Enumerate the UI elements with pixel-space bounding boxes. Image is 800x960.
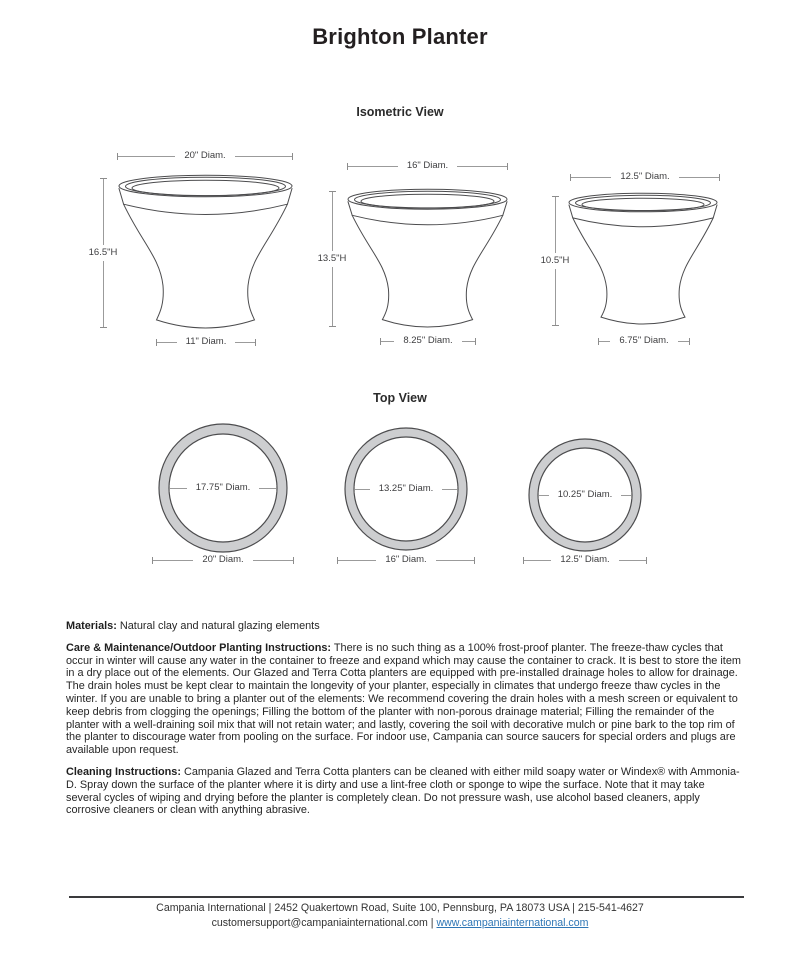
dim-line [103, 261, 104, 327]
dim-line [436, 560, 474, 561]
planter3-bottom-diameter-dim [598, 335, 690, 347]
isometric-view-heading: Isometric View [356, 105, 444, 119]
dim-tick [507, 163, 508, 170]
care-text: There is no such thing as a 100% frost-proof planter. The freeze-thaw cycles that occur in winter will cause any water in the container to freeze and expand which may cause the container to crack. It is best to store the item in a dry place out of the elements. Our Glazed and Terra Cotta planters are equipped with pre-installed drainage holes to allow for drainage. The drain holes must be kept clear to maintain the longevity of your planter, especially in climates that undergo freeze thaw cycles in the winter. If you are unable to bring a planter out of the elements: We recommend covering the drain holes with a mesh screen or equivalent to keep debris from clogging the openings; Filling the bottom of the planter with non-porous drainage material; Filling the remainder of the planter with a well-draining soil mix that will not retain water; and lastly, covering the soil with decorative mulch or pine bark to the top rim of the planter to discourage water from pooling on the surface. For indoor use, Campania can source saucers for special orders and plugs are available upon request. [66, 641, 741, 757]
footer-separator: | [430, 917, 434, 929]
planter1-bottom-diameter-dim [156, 336, 256, 348]
materials-text: Natural clay and natural glazing elements [119, 620, 320, 632]
dim-line [679, 177, 719, 178]
dim-line [235, 342, 255, 343]
dim-line [348, 166, 398, 167]
dim-line [678, 341, 689, 342]
dim-line [457, 166, 507, 167]
top-view-heading: Top View [373, 391, 427, 405]
dim-label: 20" Diam. [184, 150, 226, 162]
ring1-outer-diameter-dim [152, 554, 294, 566]
dim-tick [631, 492, 632, 499]
dim-line [539, 495, 549, 496]
planter2-top-diameter-dim [347, 160, 508, 172]
dim-line [332, 267, 333, 326]
dim-tick [474, 557, 475, 564]
ring1-inner-diameter-dim [169, 482, 277, 494]
dim-label: 13.5"H [317, 253, 347, 265]
dim-line [235, 156, 292, 157]
dim-line [332, 192, 333, 251]
cleaning-label: Cleaning Instructions: [66, 765, 181, 778]
dim-tick [100, 327, 107, 328]
dim-line [555, 269, 556, 325]
dim-tick [689, 338, 690, 345]
dim-tick [293, 557, 294, 564]
care-label: Care & Maintenance/Outdoor Planting Instructions: [66, 641, 332, 654]
dim-label: 17.75" Diam. [195, 482, 251, 494]
dim-label: 10.5"H [540, 255, 570, 267]
dim-label: 12.5" Diam. [620, 171, 670, 183]
dim-label: 13.25" Diam. [378, 483, 434, 495]
dim-tick [276, 485, 277, 492]
dim-tick [292, 153, 293, 160]
footer-divider [69, 896, 744, 898]
cleaning-paragraph [66, 766, 742, 817]
dim-line [442, 489, 457, 490]
details-section [66, 620, 742, 826]
ring3-inner-diameter-dim [538, 489, 632, 501]
planter2-bottom-diameter-dim [380, 335, 476, 347]
dim-tick [457, 486, 458, 493]
footer-address-line: Campania International | 2452 Quakertown Road, Suite 100, Pennsburg, PA 18073 USA | 215-541-4627 [156, 902, 644, 914]
dim-label: 16.5"H [88, 247, 118, 259]
dim-label: 12.5" Diam. [560, 554, 610, 566]
dim-line [555, 197, 556, 253]
page-title: Brighton Planter [312, 24, 488, 49]
footer-email: customersupport@campaniainternational.com [211, 917, 428, 929]
dim-label: 10.25" Diam. [557, 489, 613, 501]
planter3-top-diameter-dim [570, 171, 720, 183]
dim-line [253, 560, 293, 561]
dim-line [621, 495, 631, 496]
dim-line [355, 489, 370, 490]
ring2-inner-diameter-dim [354, 483, 458, 495]
dim-line [157, 342, 177, 343]
dim-line [524, 560, 551, 561]
dim-line [118, 156, 175, 157]
care-paragraph [66, 642, 742, 757]
footer-website-link[interactable]: www.campaniainternational.com [436, 917, 589, 929]
ring2-outer-diameter-dim [337, 554, 475, 566]
dim-line [381, 341, 394, 342]
dim-line [170, 488, 187, 489]
footer-contact-line [0, 917, 800, 929]
dim-line [571, 177, 611, 178]
dim-line [338, 560, 376, 561]
dim-line [153, 560, 193, 561]
dim-label: 16" Diam. [406, 160, 449, 172]
dim-label: 11" Diam. [185, 336, 227, 348]
dim-tick [475, 338, 476, 345]
dim-tick [255, 339, 256, 346]
dim-tick [646, 557, 647, 564]
materials-label: Materials: [66, 620, 117, 632]
planter1-top-diameter-dim [117, 150, 293, 162]
dim-label: 20" Diam. [202, 554, 244, 566]
planter3-isometric-drawing [568, 192, 718, 325]
dim-line [599, 341, 610, 342]
dim-label: 8.25" Diam. [403, 335, 453, 347]
planter2-isometric-drawing [347, 188, 508, 328]
dim-tick [329, 326, 336, 327]
dim-line [259, 488, 276, 489]
planter1-isometric-drawing [118, 174, 293, 329]
materials-paragraph [66, 620, 742, 633]
dim-tick [719, 174, 720, 181]
dim-label: 16" Diam. [385, 554, 427, 566]
dim-tick [552, 325, 559, 326]
cleaning-text: Campania Glazed and Terra Cotta planters can be cleaned with either mild soapy water or Windex® with Ammonia-D. Spray down the surface of the planter where it is dirty and use a lint-free cloth or sponge to wipe the surface. Note that it may take several cycles of wiping and drying before the planter is completely clean. Do not pressure wash, use alcohol based cleaners, apply corrosive cleaners or clean with anything abrasive. [66, 765, 740, 817]
dim-line [619, 560, 646, 561]
dim-label: 6.75" Diam. [619, 335, 669, 347]
ring3-outer-diameter-dim [523, 554, 647, 566]
dim-line [462, 341, 475, 342]
dim-line [103, 179, 104, 245]
